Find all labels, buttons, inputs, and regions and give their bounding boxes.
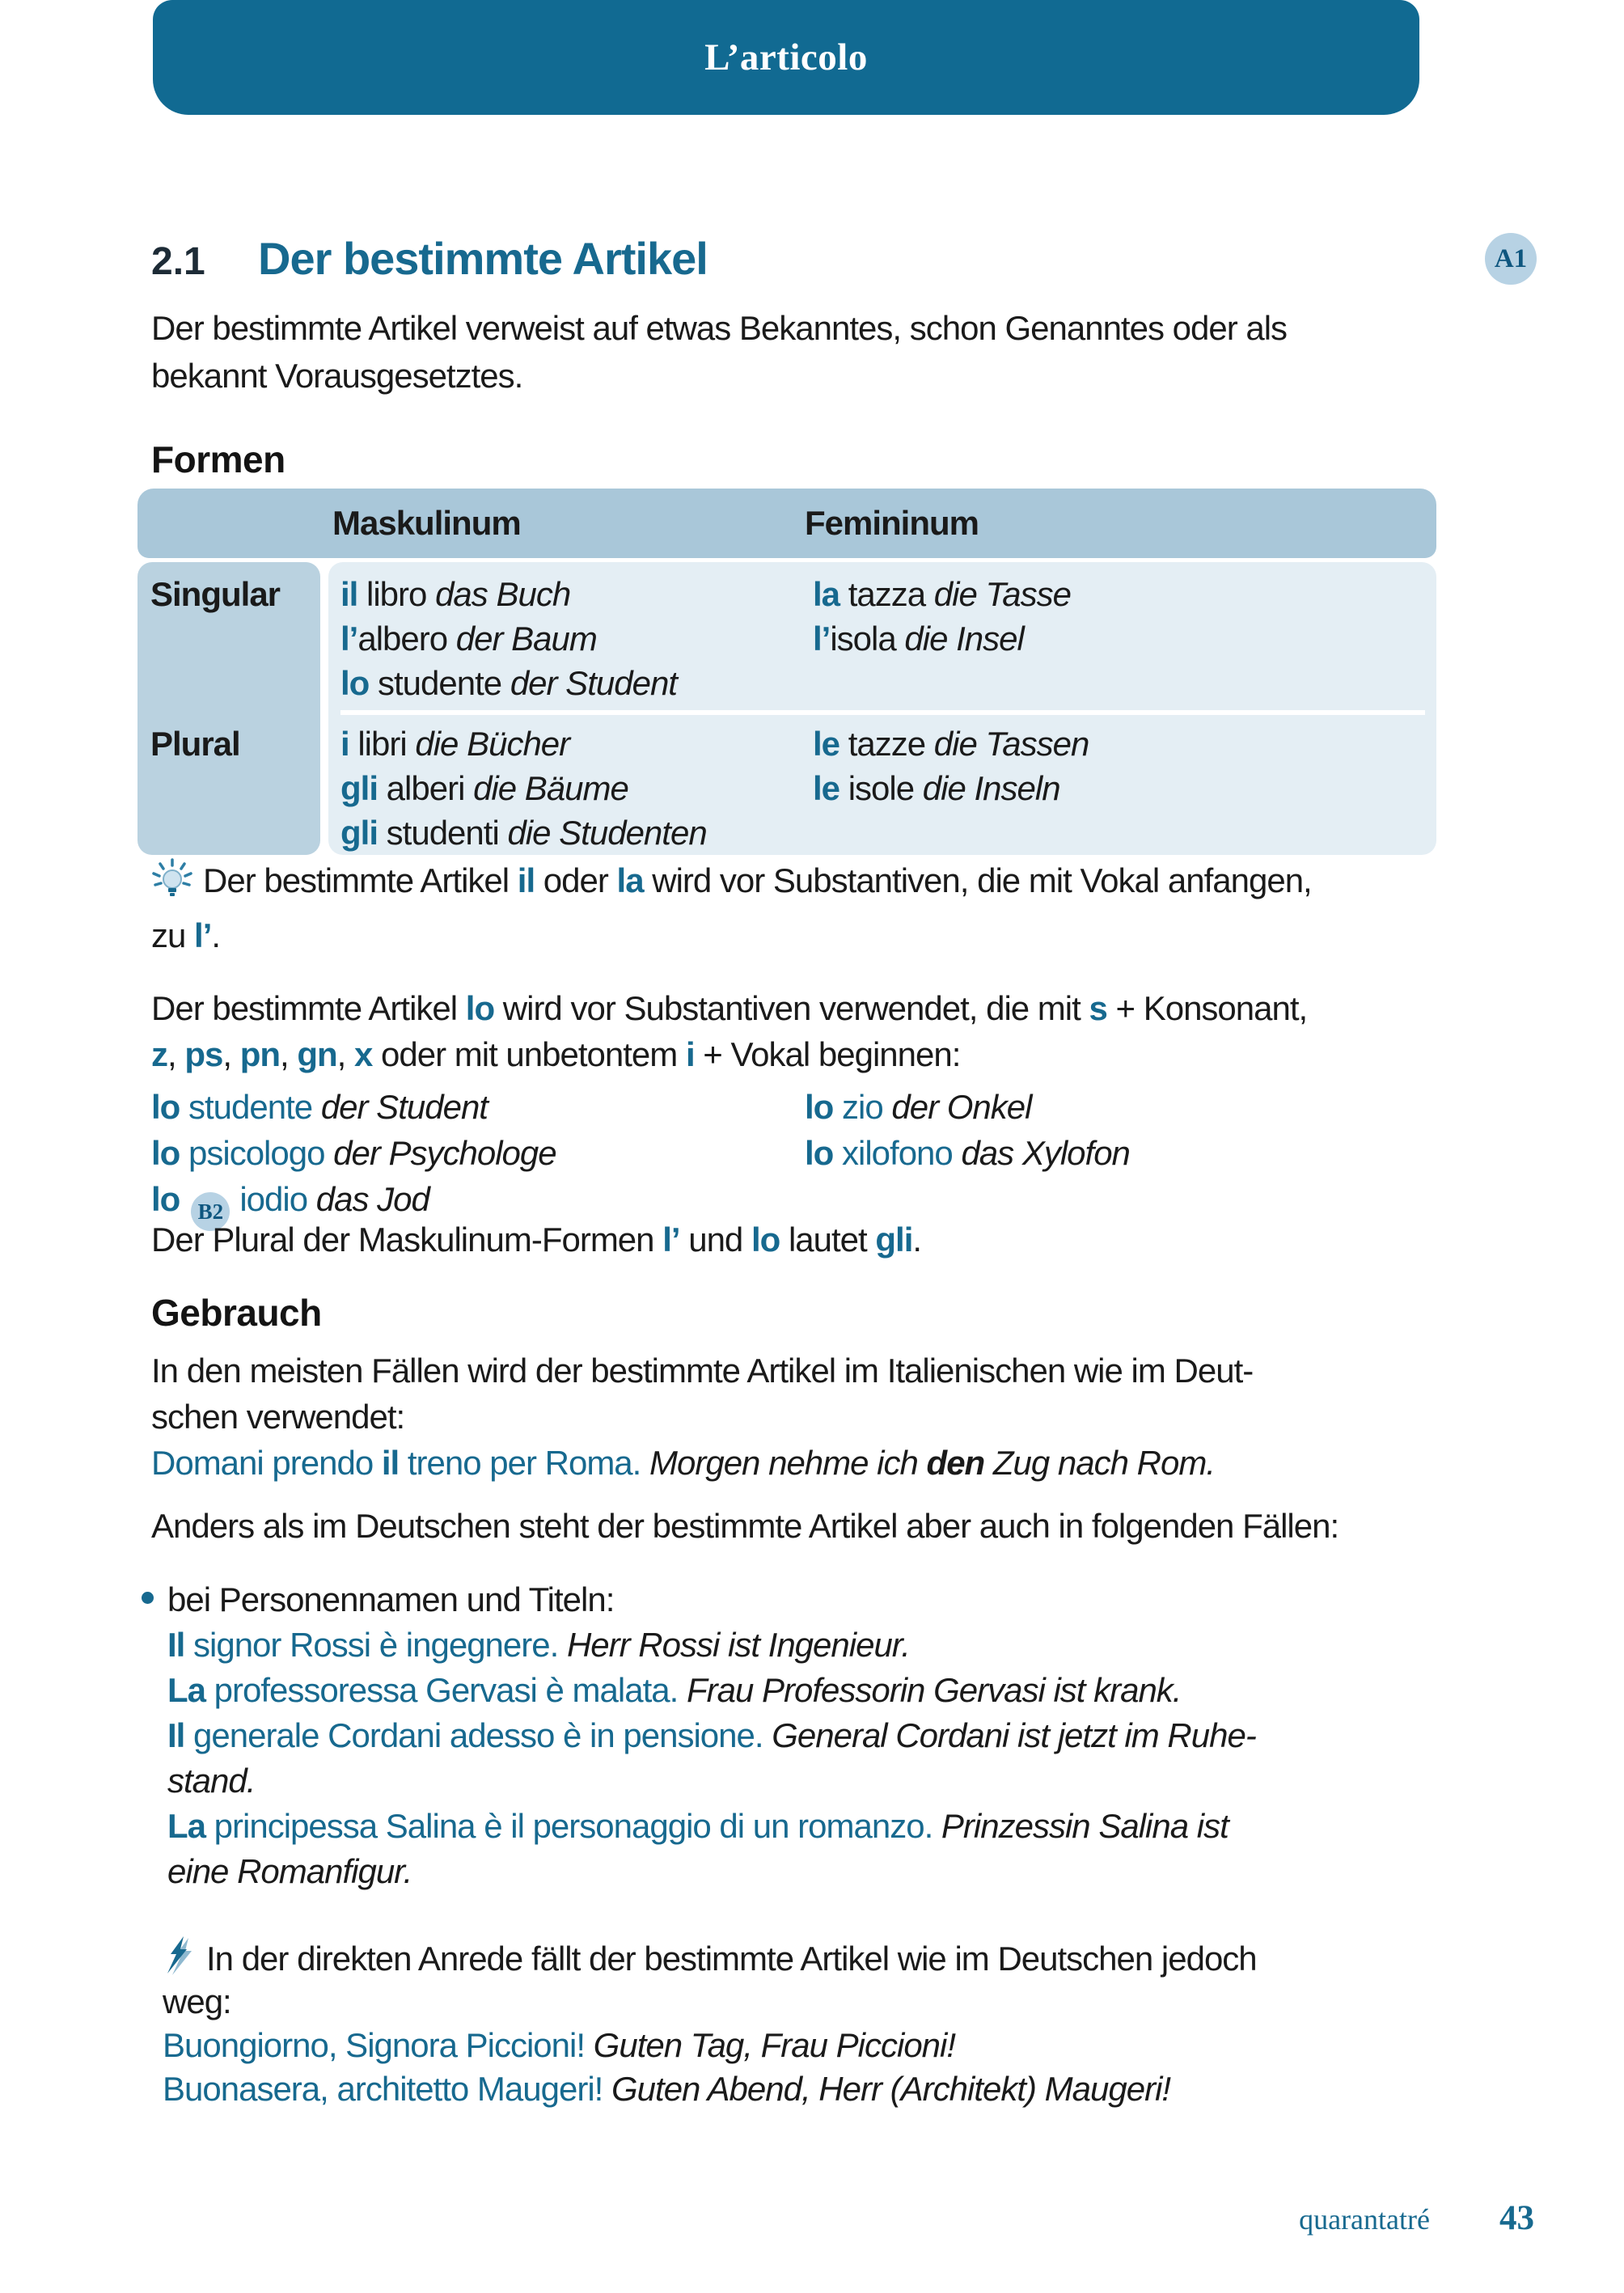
gebrauch-heading: Gebrauch [151,1292,322,1334]
row-label-plural: Plural [150,725,240,763]
text-line: Der bestimmte Artikel lo wird vor Substantiven verwendet, die mit s + Konsonant, [151,989,1308,1027]
text-line: schen verwendet: [151,1398,405,1436]
chapter-banner [153,0,1419,115]
text-line: Der bestimmte Artikel verweist auf etwas Bekanntes, schon Genanntes oder als [151,309,1288,347]
text-line: In den meisten Fällen wird der bestimmte Artikel im Italienischen wie im Deut- [151,1352,1254,1390]
level-badge-b2: B2 [191,1192,230,1231]
level-badge-a1: A1 [1485,233,1537,285]
text-segment: iodio das Jod [239,1180,429,1218]
text-line [163,1936,1257,1980]
text-segment: lo [151,1180,180,1218]
text-segment: Der bestimmte Artikel il oder la wird vor Substantiven, die mit Vokal anfangen, [203,861,1312,899]
page-footer [1299,2198,1534,2238]
table-cell-line: gli alberi die Bäume [340,769,628,807]
example-cell: lo studente der Student [151,1088,488,1126]
lo-examples [151,1084,1130,1222]
example-cell: lo xilofono das Xylofon [805,1134,1130,1172]
text-line: eine Romanfigur. [167,1852,412,1890]
table-row-label-column [137,562,320,855]
cell-singular-femininum [813,572,1436,705]
footer-page-number: 43 [1499,2199,1534,2237]
bullet-dot-icon [142,1592,154,1604]
text-line: stand. [167,1762,256,1800]
text-line: bekannt Vorausgesetztes. [151,357,523,395]
text-line: Buongiorno, Signora Piccioni! Guten Tag, Frau Piccioni! [163,2026,956,2064]
text-line: Il generale Cordani adesso è in pensione. General Cordani ist jetzt im Ruhe- [167,1716,1256,1754]
plural-note [151,1216,921,1263]
text-line: Domani prendo il treno per Roma. Morgen nehme ich den Zug nach Rom. [151,1444,1216,1482]
table-header-row [137,489,1436,558]
text-line: zu l’. [151,916,221,954]
chapter-banner-title: L’articolo [704,36,868,78]
table-cells [328,562,1436,855]
example-row [151,1176,1130,1222]
personennamen-block [151,1577,1256,1894]
table-body [137,562,1436,855]
example-cell: lo zio der Onkel [805,1088,1032,1126]
text-line: La professoressa Gervasi è malata. Frau Professorin Gervasi ist krank. [167,1671,1182,1709]
gebrauch-paragraph [151,1347,1253,1486]
table-section-plural [340,715,1436,855]
section-heading [151,232,708,285]
intro-paragraph [151,304,1287,400]
table-cell-line: le isole die Inseln [813,769,1060,807]
text-line: z, ps, pn, gn, x oder mit unbetontem i + Vokal beginnen: [151,1035,961,1073]
table-cell-line: l’albero der Baum [340,620,597,658]
tip-vokal [151,857,1312,959]
text-segment: In der direkten Anrede fällt der bestimmte Artikel wie im Deutschen jedoch [206,1940,1257,1978]
text-line [151,857,1312,912]
text-line: La principessa Salina è il personaggio di un romanzo. Prinzessin Salina ist [167,1807,1229,1845]
table-cell-line: lo studente der Student [340,664,677,702]
example-cell: lo psicologo der Psychologe [151,1134,556,1172]
table-cell-line: la tazza die Tasse [813,575,1071,613]
text-line: Buonasera, architetto Maugeri! Guten Abend, Herr (Architekt) Maugeri! [163,2070,1171,2108]
formen-heading: Formen [151,438,285,480]
table-cell-line: i libri die Bücher [340,725,570,763]
column-header-femininum: Femininum [805,504,979,542]
cell-plural-maskulinum [340,721,813,855]
text-segment: bei Personennamen und Titeln: [167,1580,615,1618]
example-row [151,1084,1130,1130]
formen-table [137,489,1436,855]
tip-anrede [163,1936,1257,2111]
row-label-singular: Singular [150,575,281,613]
text-line: Anders als im Deutschen steht der bestimmte Artikel aber auch in folgenden Fällen: [151,1507,1339,1545]
table-cell-line: il libro das Buch [340,575,571,613]
anders-paragraph [151,1503,1339,1549]
page-title: Der bestimmte Artikel [258,233,708,284]
example-cell [151,1176,805,1222]
table-cell-line: l’isola die Insel [813,620,1024,658]
section-number: 2.1 [151,240,205,283]
column-header-maskulinum: Maskulinum [332,504,521,542]
text-line: weg: [163,1982,231,2020]
lightbulb-icon [151,858,193,912]
text-line: Der Plural der Maskulinum-Formen l’ und lo lautet gli. [151,1221,922,1259]
table-cell-line: gli studenti die Studenten [340,814,707,852]
text-line: Il signor Rossi è ingegnere. Herr Rossi ist Ingenieur. [167,1626,910,1664]
footer-page-word: quarantatré [1299,2203,1430,2236]
paragraph-lo [151,985,1307,1077]
table-cell-line: le tazze die Tassen [813,725,1089,763]
table-section-singular [340,562,1436,710]
cell-singular-maskulinum [340,572,813,705]
example-row [151,1130,1130,1176]
cell-plural-femininum [813,721,1436,855]
bullet-item [142,1577,1256,1622]
